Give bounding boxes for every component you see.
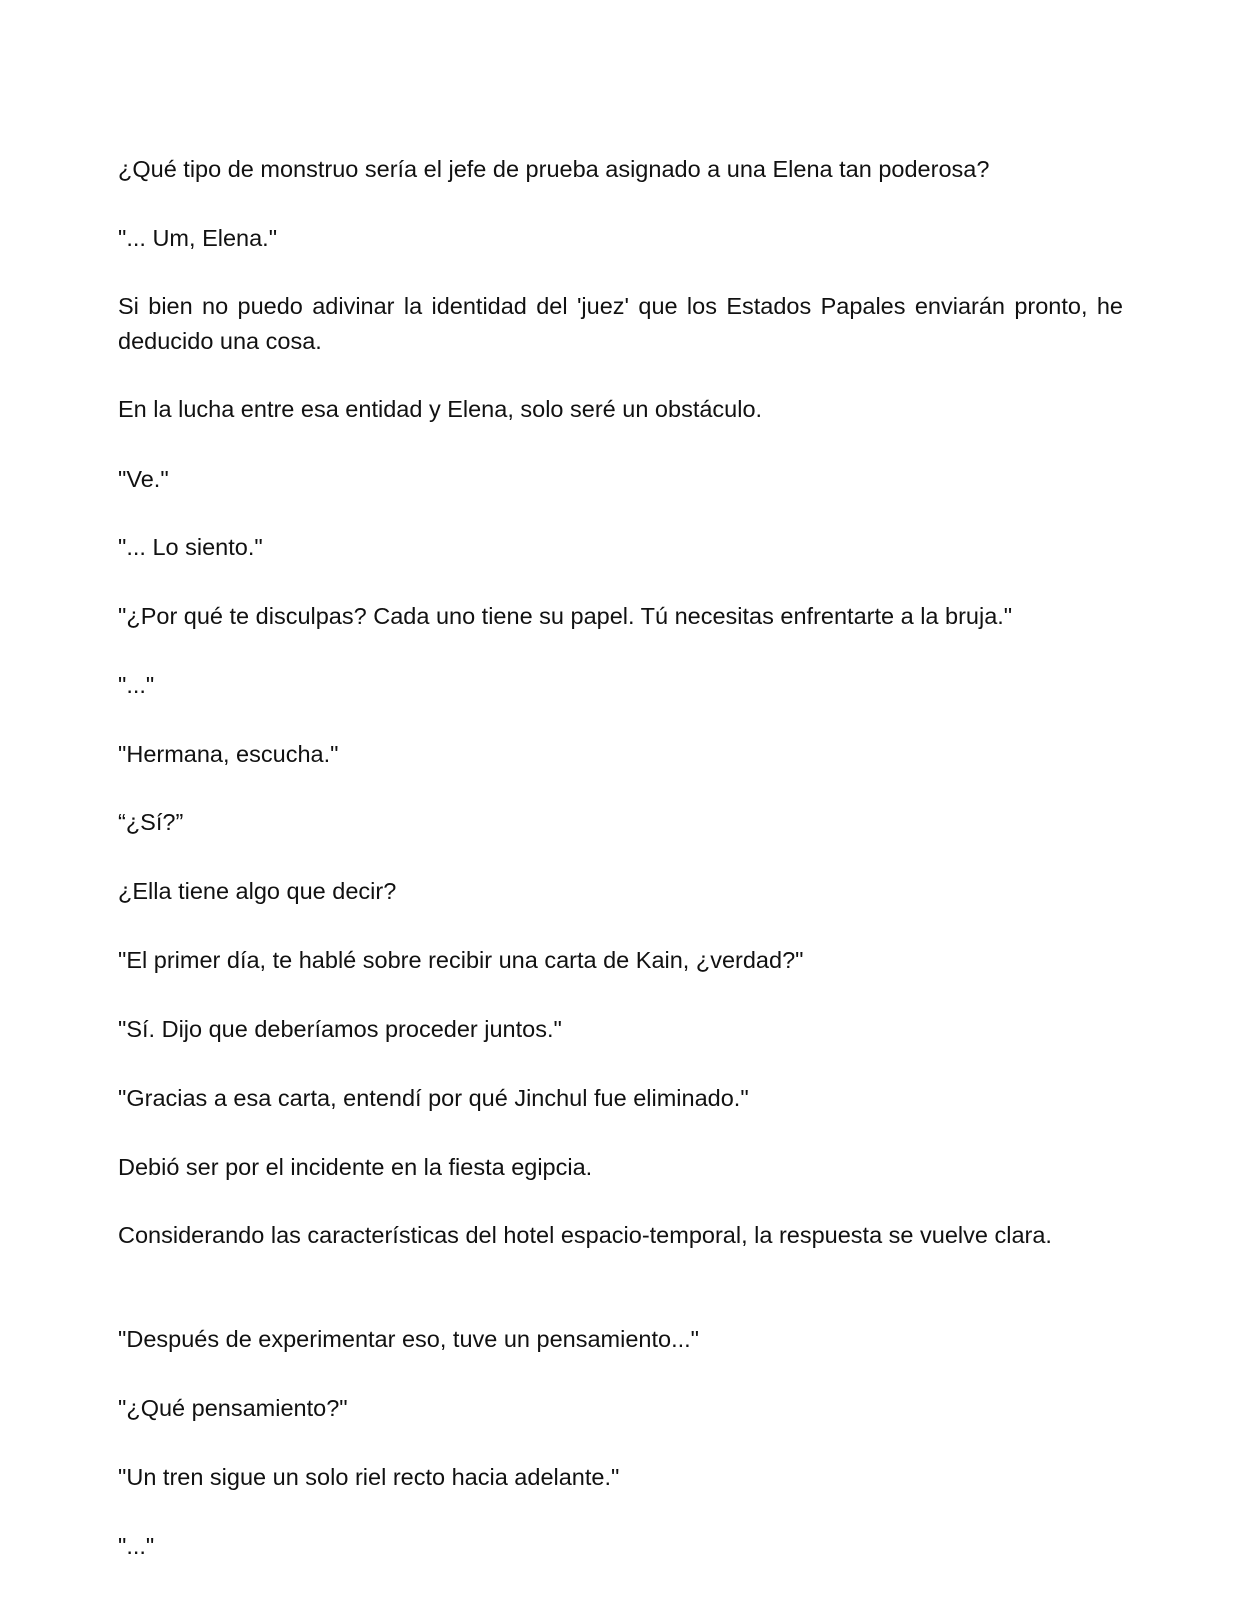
paragraph-8: "..." [118,672,155,698]
paragraph-18: "¿Qué pensamiento?" [118,1395,348,1421]
paragraph-10: “¿Sí?” [118,809,184,835]
paragraph-4: En la lucha entre esa entidad y Elena, solo seré un obstáculo. [118,396,763,422]
paragraph-20: "..." [118,1533,155,1559]
paragraph-2: "... Um, Elena." [118,225,278,251]
paragraph-3: Si bien no puedo adivinar la identidad del 'juez' que los Estados Papales enviarán pronto, he deducido una cosa. [118,293,1123,354]
paragraph-11: ¿Ella tiene algo que decir? [118,878,397,904]
paragraph-17: "Después de experimentar eso, tuve un pensamiento..." [118,1326,700,1352]
paragraph-5: "Ve." [118,466,169,492]
paragraph-6: "... Lo siento." [118,534,263,560]
paragraph-14: "Gracias a esa carta, entendí por qué Jinchul fue eliminado." [118,1085,749,1111]
paragraph-19: "Un tren sigue un solo riel recto hacia adelante." [118,1464,620,1490]
paragraph-12: "El primer día, te hablé sobre recibir una carta de Kain, ¿verdad?" [118,947,804,973]
paragraph-7: "¿Por qué te disculpas? Cada uno tiene su papel. Tú necesitas enfrentarte a la bruja." [118,603,1013,629]
paragraph-16: Considerando las características del hotel espacio-temporal, la respuesta se vuelve clara. [118,1222,1052,1248]
paragraph-9: "Hermana, escucha." [118,741,339,767]
paragraph-13: "Sí. Dijo que deberíamos proceder juntos." [118,1016,562,1042]
paragraph-1: ¿Qué tipo de monstruo sería el jefe de prueba asignado a una Elena tan poderosa? [118,156,990,182]
paragraph-15: Debió ser por el incidente en la fiesta egipcia. [118,1154,593,1180]
